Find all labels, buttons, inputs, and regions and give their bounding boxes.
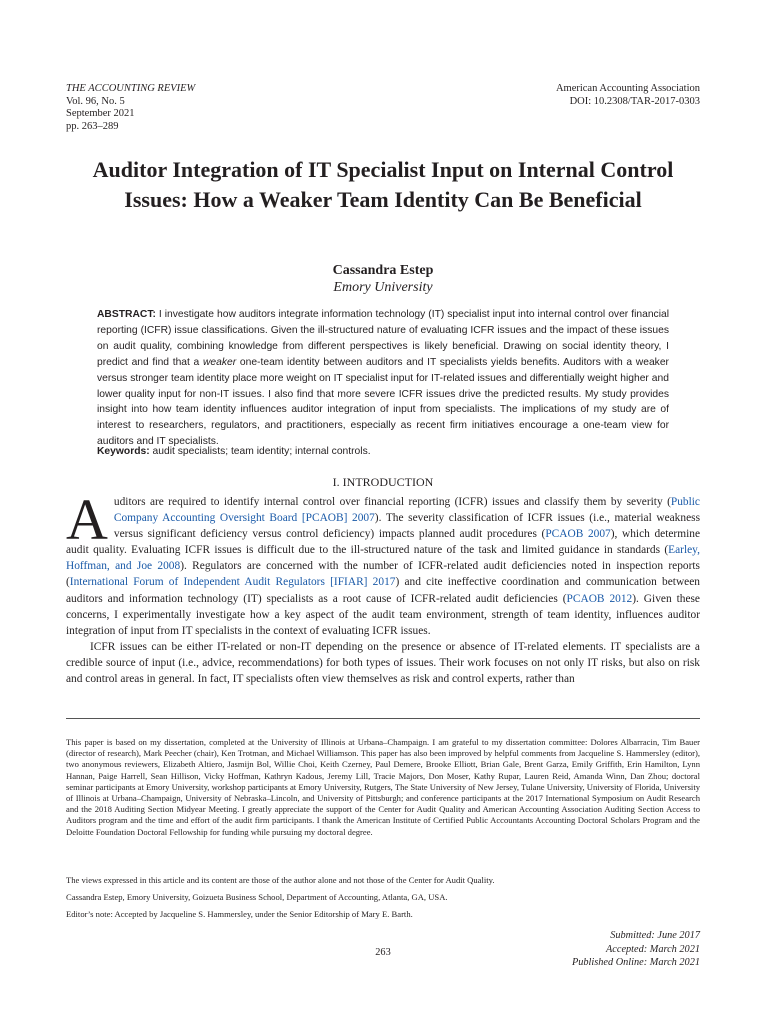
author-name: Cassandra Estep xyxy=(332,263,434,278)
section-heading: I. INTRODUCTION xyxy=(332,475,434,489)
citation-link[interactable]: Public Company Accounting Oversight Board [PCAOB] 2007 xyxy=(113,496,700,525)
page-number: 263 xyxy=(375,947,391,958)
views-text: The views expressed in this article and its content are those of the author alone and not those of the Center for Audit Quality. xyxy=(66,875,495,885)
address-text: Cassandra Estep, Emory University, Goizueta Business School, Department of Accounting, Atlanta, GA, USA. xyxy=(66,892,448,902)
intro-text: ) and cite ineffective coordination and communication between auditors and information technology (IT) specialists as a root cause of ICFR-related audit deficiencies ( xyxy=(66,576,700,605)
intro-paragraph-2: ICFR issues can be either IT-related or non-IT depending on the presence or absence of IT-related elements. IT specialists are a credible source of input (i.e., advice, recommendations) for both types of issues. Their work focuses on not only IT risks, but also on risk and control areas in general. In fact, IT specialists often view themselves as risk and control experts, rather than xyxy=(66,640,700,686)
citation-link[interactable]: Earley, Hoffman, and Joe 2008 xyxy=(66,544,700,573)
date-submitted: Submitted: June 2017 xyxy=(610,930,700,941)
journal-header xyxy=(66,83,195,133)
abstract-text-b: one-team identity between auditors and IT specialists yields benefits. Auditors with a weaker versus stronger team identity place more weight on IT specialist input for IT-related issues and differentially weight higher and lower quality input for non-IT issues. I also find that more severe ICFR issues drive the predicted results. My study provides insight into how team identity influences auditor integration of input from specialists. The implications of my study are of interest to researchers, regulators, and practitioners, especially as recent firm initiatives encourage a one-team view for auditors and IT specialists. xyxy=(97,356,669,448)
author-affiliation: Emory University xyxy=(333,280,433,295)
keywords-text: audit specialists; team identity; internal controls. xyxy=(152,446,371,457)
keywords-label: Keywords: xyxy=(97,446,150,457)
date-accepted: Accepted: March 2021 xyxy=(606,943,700,955)
journal-pages: pp. 263–289 xyxy=(66,120,119,132)
abstract-label: ABSTRACT: xyxy=(97,309,156,320)
publisher-header xyxy=(556,83,700,108)
intro-text: uditors are required to identify internal control over financial reporting (ICFR) issues and classify them by severity ( xyxy=(113,496,671,508)
abstract-text-a: I investigate how auditors integrate information technology (IT) specialist input into internal control over financial reporting (ICFR) issue classifications. Given the ill-structured nature of evaluating ICFR issues and the impact of these issues on audit quality, combining knowledge from different perspectives is likely beneficial. Drawing on social identity theory, I predict and find that a xyxy=(97,309,669,368)
editor-note-text: Editor’s note: Accepted by Jacqueline S. Hammersley, under the Senior Editorship of Mary E. Barth. xyxy=(66,909,413,919)
drop-cap: A xyxy=(66,487,108,552)
paper-page xyxy=(66,0,700,1024)
citation-link[interactable]: PCAOB 2012 xyxy=(566,592,633,605)
acknowledgment-text: This paper is based on my dissertation, completed at the University of Illinois at Urbana–Champaign. I am grateful to my dissertation committee: Dolores Albarracin, Tim Bauer (director of research), Mark Peecher (chair), Ken Trotman, and Michael Williamson. This paper has also been improved by helpful comments from Jacqueline S. Hammersley (editor), two anonymous reviewers, Elizabeth Altiero, Jasmijn Bol, Willie Choi, Keith Czerney, Paul Demere, Brooke Elliott, Brian Gale, Brent Garza, Emily Griffith, Erin Hamilton, Lynn Hannan, Paige Harrell, Sean Hillison, Vicky Hoffman, Kathryn Kadous, Jeremy Lill, Tracie Majors, Don Moser, Kathy Rupar, Lauren Reid, Amanda Winn, Dan Zhou; doctoral seminar participants at Emory University, workshop participants at Emory University, Rutgers, The State University of New Jersey, Tulane University, University of Florida, University of Illinois at Urbana–Champaign, University of Nebraska–Lincoln, and University of Pittsburgh; and conference participants at the 2017 International Symposium on Audit Research and the 2018 Auditing Section Midyear Meeting. I greatly appreciate the support of the Center for Audit Quality and American Accounting Association Auditing Section Access to Auditors program and the time and effort of the audit firm participants. I thank the American Institute of Certified Public Accountants Accounting Doctoral Scholars Program and the Deloitte Foundation Doctoral Fellowship for funding while pursuing my doctoral degree. xyxy=(66,737,700,837)
journal-name: THE ACCOUNTING REVIEW xyxy=(66,83,196,94)
introduction-body xyxy=(66,487,700,687)
intro-text: ). Given these concerns, I experimentally investigate how a key aspect of the audit team environment, strength of team identity, influences auditor integration of input from IT specialists in the context of evaluating ICFR issues. xyxy=(66,592,700,637)
intro-text: ), which determine audit quality. Evaluating ICFR issues is difficult due to the ill-structured nature of the task and limited guidance in standards ( xyxy=(66,528,700,557)
publisher-name: American Accounting Association xyxy=(555,83,700,94)
abstract-emphasis: weaker xyxy=(202,356,237,368)
footnote-divider xyxy=(66,718,700,719)
journal-volume: Vol. 96, No. 5 xyxy=(66,95,125,107)
footnote-editor-note xyxy=(66,909,700,920)
intro-text: ). Regulators are concerned with the number of ICFR-related audit deficiencies noted in inspection reports ( xyxy=(66,560,700,589)
footnote-acknowledgment xyxy=(66,737,700,838)
keywords xyxy=(97,445,669,459)
intro-paragraph-1 xyxy=(66,487,700,639)
footnote-address xyxy=(66,892,700,903)
date-published: Published Online: March 2021 xyxy=(571,957,700,968)
journal-date: September 2021 xyxy=(66,108,135,119)
citation-link[interactable]: PCAOB 2007 xyxy=(545,528,611,541)
doi[interactable]: DOI: 10.2308/TAR-2017-0303 xyxy=(569,95,700,107)
footnote-views xyxy=(66,875,700,886)
intro-text: ). The severity classification of ICFR issues (i.e., material weakness versus significant deficiency versus control deficiency) impacts planned audit procedures ( xyxy=(113,512,700,541)
paper-title: Auditor Integration of IT Specialist Input on Internal Control Issues: How a Weaker Team Identity Can Be Beneficial xyxy=(92,157,674,212)
abstract xyxy=(97,307,669,450)
citation-link[interactable]: International Forum of Independent Audit Regulators [IFIAR] 2017 xyxy=(69,576,396,589)
